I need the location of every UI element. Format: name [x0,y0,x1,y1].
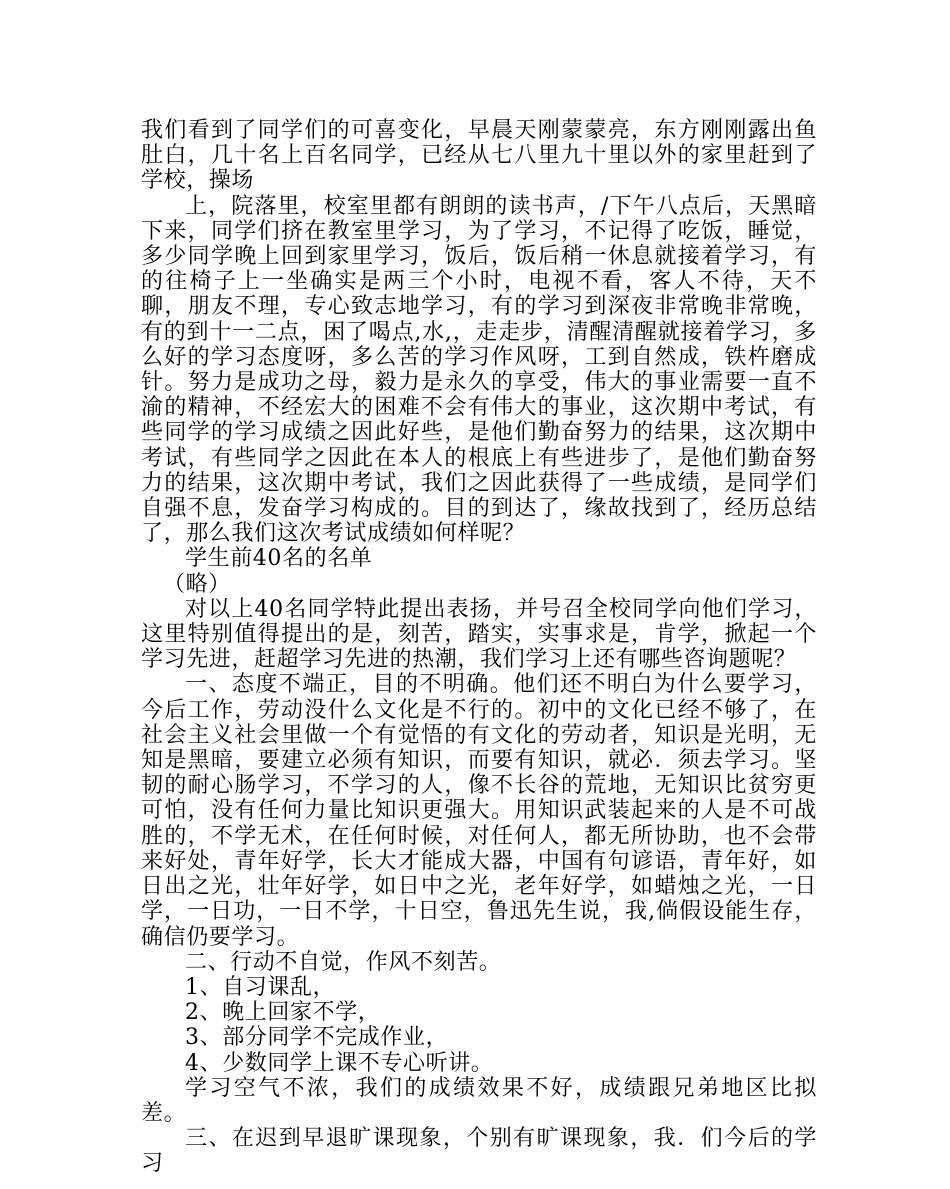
paragraph-atmosphere: 学习空气不浓，我们的成绩效果不好，成绩跟兄弟地区比拟差。 [141,1075,817,1126]
list-item: 4、少数同学上课不专心听讲。 [185,1050,494,1076]
list-item: 2、晚上回家不学， [185,1000,381,1026]
list-item: 3、部分同学不完成作业， [185,1025,449,1051]
paragraph-study-scene: 上，院落里，校室里都有朗朗的读书声，/下午八点后，天黑暗下来，同学们挤在教室里学习，为了学习，不记得了吃饭，睡觉，多少同学晚上回到家里学习，饭后，饭后稍一休息就接着学习，有的往椅子上一坐确实是两三个小时，电视不看，客人不待，天不聊，朋友不理，专心致志地学习，有的学习到深夜非常晚非常晚，有的到十一二点，困了喝点,水,，走走步，清醒清醒就接着学习，多么好的学习态度呀，多么苦的学习作风呀，工到自然成，铁杵磨成针。努力是成功之母，毅力是永久的享受，伟大的事业需要一直不渝的精神，不经宏大的困难不会有伟大的事业，这次期中考试，有些同学的学习成绩之因此好些，是他们勤奋努力的结果，这次期中考试，有些同学之因此在本人的根底上有些进步了，是他们勤奋努力的结果，这次期中考试，我们之因此获得了一些成绩，是同学们自强不息，发奋学习构成的。目的到达了，缘故找到了，经历总结了，那么我们这次考试成绩如何样呢？ [141,193,817,547]
paragraph-list-title: 学生前40名的名单 [185,546,373,572]
paragraph-problem-three: 三、在迟到早退旷课现象，个别有旷课现象，我．们今后的学习 [141,1126,817,1177]
paragraph-problem-two: 二、行动不自觉，作风不刻苦。 [185,949,502,975]
paragraph-praise: 对以上40名同学特此提出表扬，并号召全校同学向他们学习，这里特别值得提出的是，刻苦，踏实，实事求是，肯学，掀起一个学习先进，赶超学习先进的热潮，我们学习上还有哪些咨询题呢？ [141,596,817,673]
paragraph-problem-one: 一、态度不端正，目的不明确。他们还不明白为什么要学习，今后工作，劳动没什么文化是不行的。初中的文化已经不够了，在社会主义社会里做一个有觉悟的有文化的劳动者，知识是光明，无知是黑暗，要建立必须有知识，而要有知识，就必．须去学习。坚韧的耐心肠学习，不学习的人，像不长谷的荒地，无知识比贫穷更可怕，没有任何力量比知识更强大。用知识武装起来的人是不可战胜的，不学无术，在任何时候，对任何人，都无所协助，也不会带来好处，青年好学，长大才能成大器，中国有句谚语，青年好，如日出之光，壮年好学，如日中之光，老年好学，如蜡烛之光，一日学，一日功，一日不学，十日空，鲁迅先生说，我,倘假设能生存，确信仍要学习。 [141,672,817,950]
document-body [141,118,817,1177]
paragraph-omitted: （略） [163,571,231,597]
list-item: 1、自习课乱， [185,974,336,1000]
paragraph-intro: 我们看到了同学们的可喜变化，早晨天刚蒙蒙亮，东方刚刚露出鱼肚白，几十名上百名同学，已经从七八里九十里以外的家里赶到了学校，操场 [141,118,817,194]
